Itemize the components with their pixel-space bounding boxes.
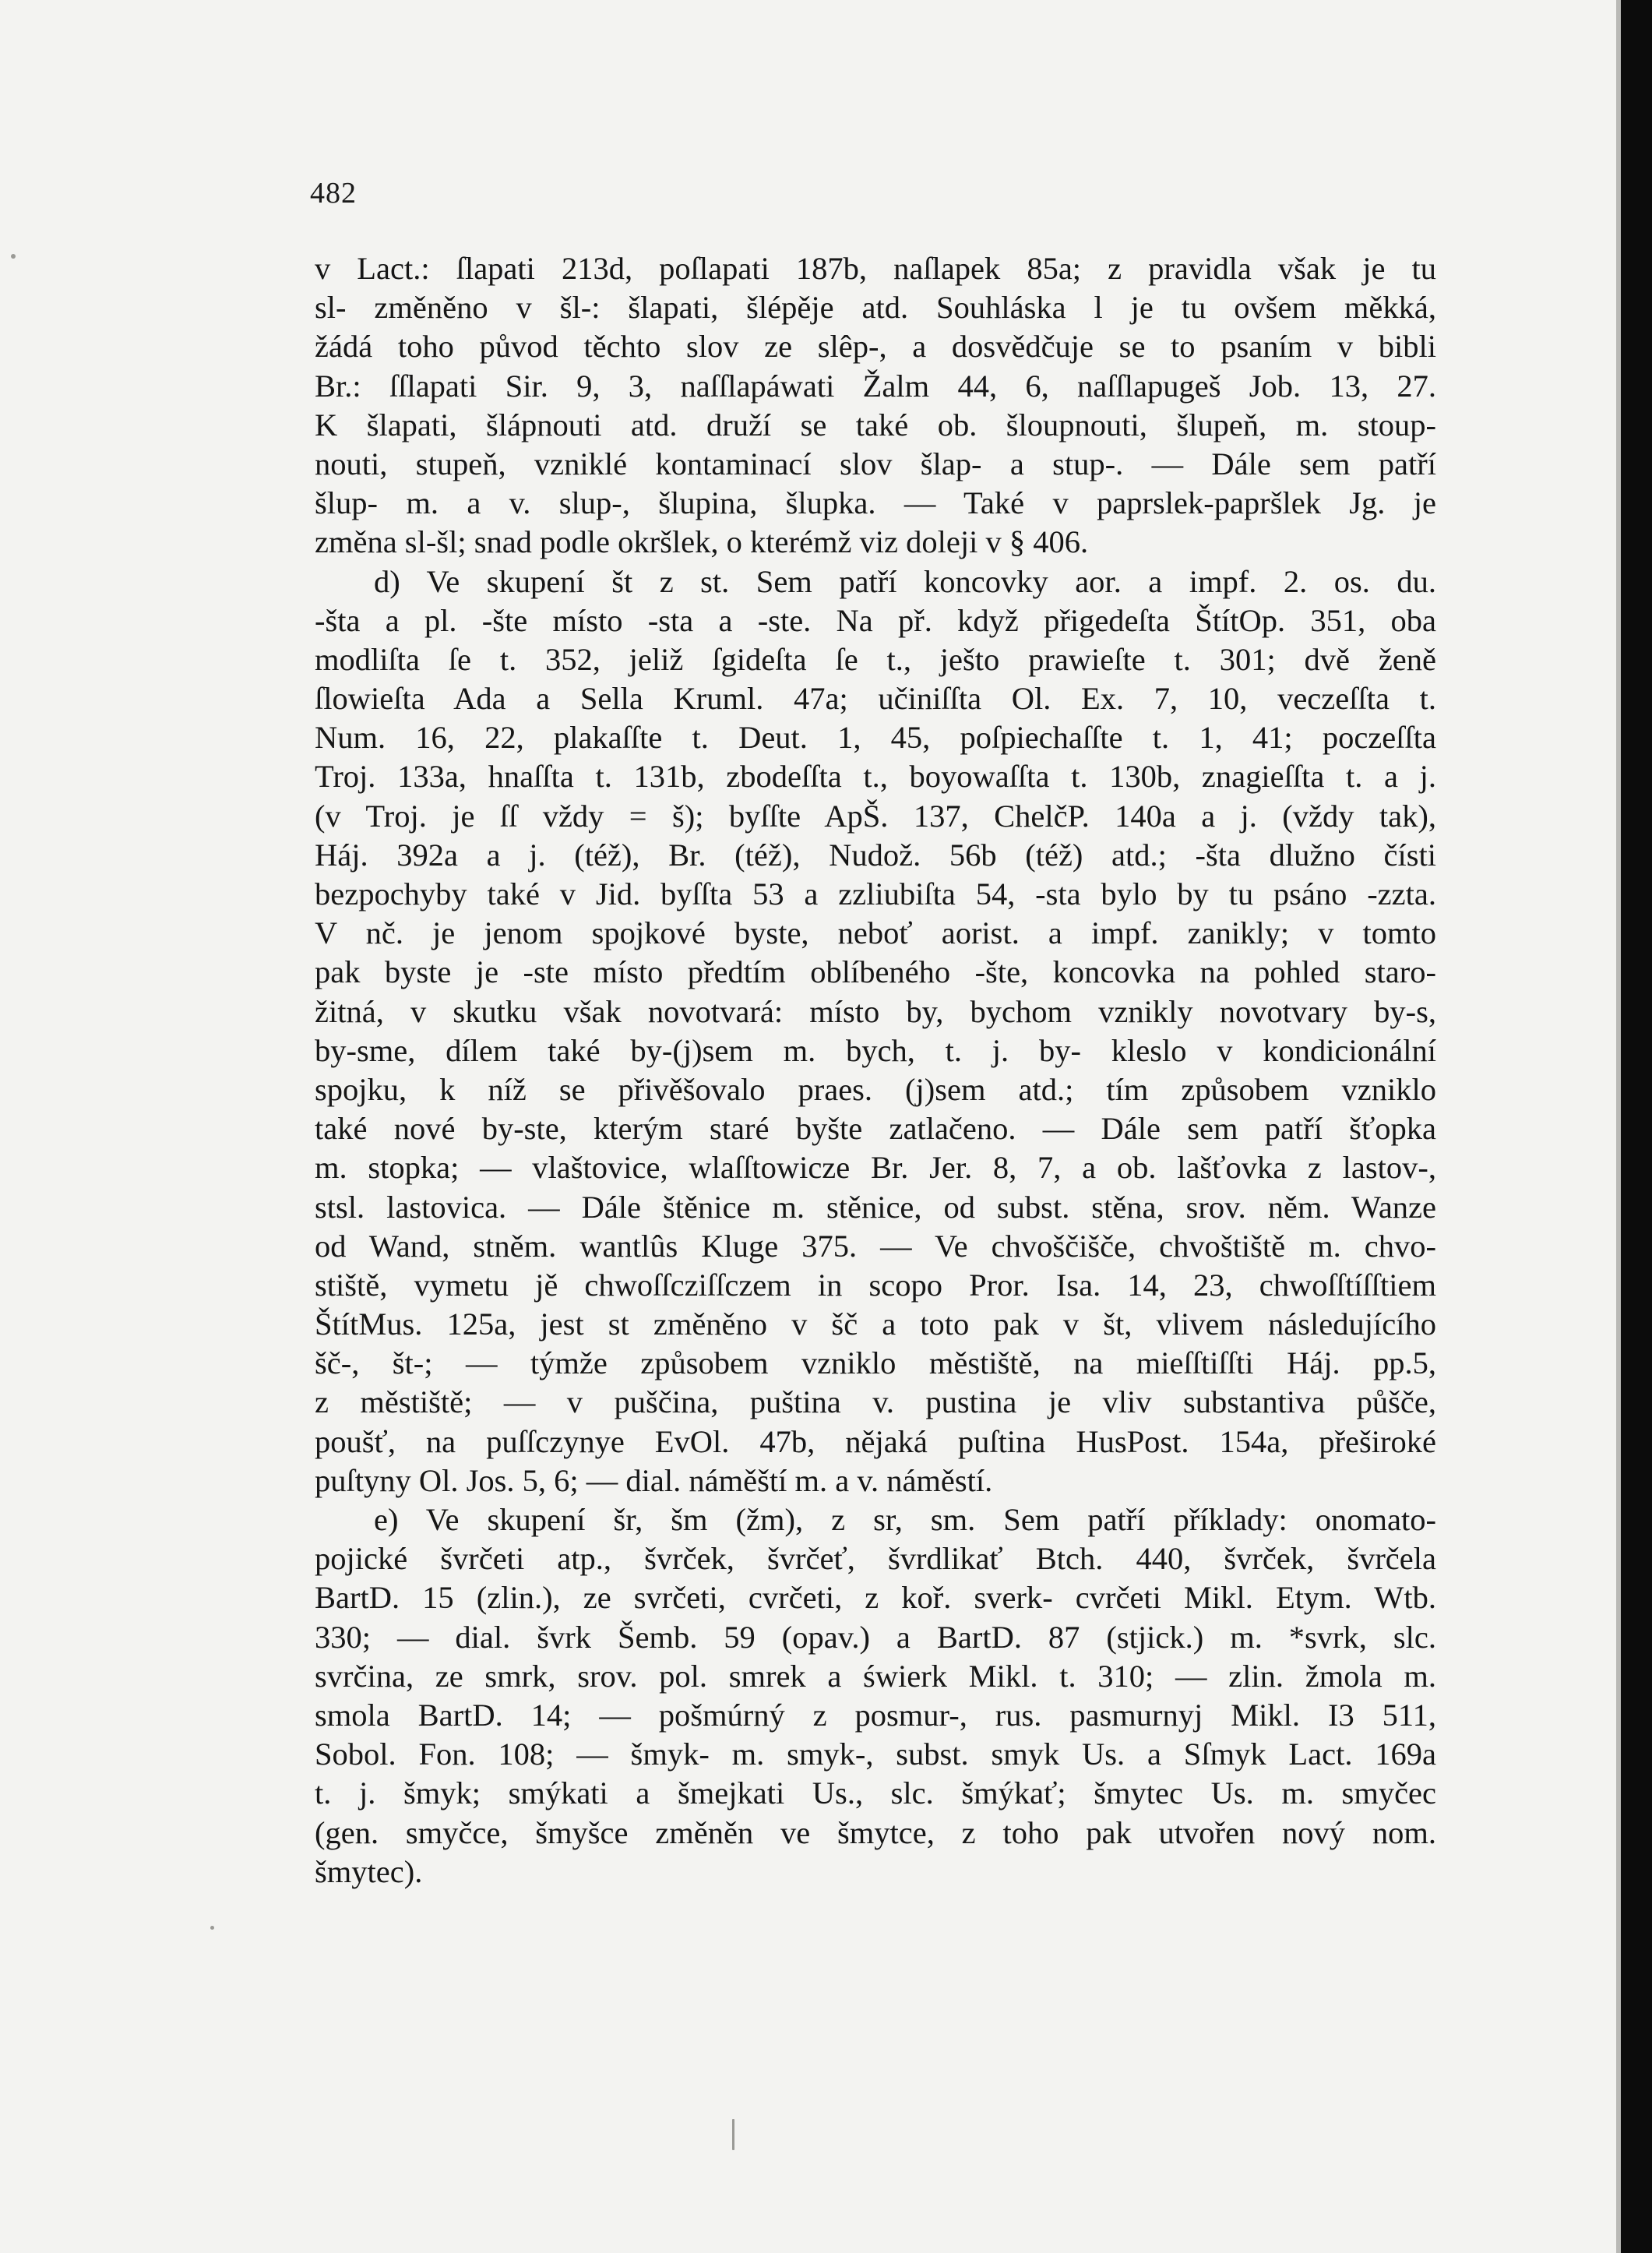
text-line: spojku, k níž se přivěšovalo praes. (j)sem atd.; tím způsobem vzniklo [315,1071,1436,1107]
text-line: t. j. šmyk; smýkati a šmejkati Us., slc. šmýkať; šmytec Us. m. smyčec [315,1775,1436,1811]
text-line: sl- změněno v šl-: šlapati, šlépěje atd. Souhláska l je tu ovšem měkká, [315,290,1436,326]
scan-mark [732,2119,734,2150]
text-line: V nč. je jenom spojkové byste, neboť aorist. a impf. zanikly; v tomto [315,915,1436,951]
text-line: Num. 16, 22, plakaſſte t. Deut. 1, 45, poſpiechaſſte t. 1, 41; poczeſſta [315,720,1436,756]
text-line: stsl. lastovica. — Dále štěnice m. stěnice, od subst. stěna, srov. něm. Wanze [315,1189,1436,1225]
text-line: pojické švrčeti atp., švrček, švrčeť, švrdlikať Btch. 440, švrček, švrčela [315,1541,1436,1577]
scan-speck [210,1926,214,1930]
body-text [315,249,1436,1892]
text-line: ŠtítMus. 125a, jest st změněno v šč a toto pak v št, vlivem následujícího [315,1306,1436,1342]
text-line: 330; — dial. švrk Šemb. 59 (opav.) a BartD. 87 (stjick.) m. *svrk, slc. [315,1619,1436,1655]
text-line: puſtyny Ol. Jos. 5, 6; — dial. náměští m. a v. náměstí. [315,1462,993,1498]
text-line: poušť, na puſſczynye EvOl. 47b, nějaká puſtina HusPost. 154a, přeširoké [315,1423,1436,1459]
text-line: v Lact.: ſlapati 213d, poſlapati 187b, naſlapek 85a; z pravidla však je tu [315,251,1436,286]
text-line: K šlapati, šlápnouti atd. druží se také ob. šloupnouti, šlupeň, m. stoup- [315,407,1436,442]
text-line: m. stopka; — vlaštovice, wlaſſtowicze Br. Jer. 8, 7, a ob. lašťovka z lastov-, [315,1150,1436,1186]
text-line: e) Ve skupení šr, šm (žm), z sr, sm. Sem patří příklady: onomato- [374,1502,1436,1537]
text-line: stiště, vymetu jě chwoſſcziſſczem in scopo Pror. Isa. 14, 23, chwoſſtíſſtiem [315,1267,1436,1303]
text-line: Háj. 392a a j. (též), Br. (též), Nudož. 56b (též) atd.; -šta dlužno čísti [315,837,1436,873]
text-line: Br.: ſſlapati Sir. 9, 3, naſſlapáwati Žalm 44, 6, naſſlapugeš Job. 13, 27. [315,368,1436,404]
text-line: smola BartD. 14; — pošmúrný z posmur-, rus. pasmurnyj Mikl. I3 511, [315,1697,1436,1733]
text-line: (v Troj. je ſſ vždy = š); byſſte ApŠ. 137, ChelčP. 140a a j. (vždy tak), [315,798,1436,834]
scan-speck [11,254,16,259]
text-line: svrčina, ze smrk, srov. pol. smrek a świerk Mikl. t. 310; — zlin. žmola m. [315,1658,1436,1694]
text-line: šlup- m. a v. slup-, šlupina, šlupka. — Také v paprslek-papršlek Jg. je [315,485,1436,521]
text-line: by-sme, dílem také by-(j)sem m. bych, t. j. by- kleslo v kondicionální [315,1032,1436,1068]
text-line: ſlowieſta Ada a Sella Kruml. 47a; učiniſſta Ol. Ex. 7, 10, veczeſſta t. [315,681,1436,717]
text-line: z městiště; — v puščina, puština v. pustina je vliv substantiva půšče, [315,1384,1436,1420]
text-line: pak byste je -ste místo předtím oblíbeného -šte, koncovka na pohled staro- [315,954,1436,990]
text-line: šč-, št-; — týmže způsobem vzniklo městiště, na mieſſtiſſti Háj. pp.5, [315,1345,1436,1381]
page-number: 482 [310,177,357,210]
text-line: nouti, stupeň, vzniklé kontaminací slov šlap- a stup-. — Dále sem patří [315,446,1436,481]
text-line: modliſta ſe t. 352, jeliž ſgideſta ſe t., ješto prawieſte t. 301; dvě ženě [315,641,1436,677]
text-line: Troj. 133a, hnaſſta t. 131b, zbodeſſta t., boyowaſſta t. 130b, znagieſſta t. a j. [315,759,1436,795]
text-line: změna sl-šl; snad podle okršlek, o kterémž viz doleji v § 406. [315,524,1089,560]
text-line: -šta a pl. -šte místo -sta a -ste. Na př. když přigedeſta ŠtítOp. 351, oba [315,602,1436,638]
text-line: (gen. smyčce, šmyšce změněn ve šmytce, z toho pak utvořen nový nom. [315,1814,1436,1850]
text-line: Sobol. Fon. 108; — šmyk- m. smyk-, subst. smyk Us. a Sſmyk Lact. 169a [315,1736,1436,1772]
text-line: BartD. 15 (zlin.), ze svrčeti, cvrčeti, z koř. sverk- cvrčeti Mikl. Etym. Wtb. [315,1580,1436,1616]
text-line: d) Ve skupení št z st. Sem patří koncovky aor. a impf. 2. os. du. [374,563,1436,599]
text-line: šmytec). [315,1853,423,1889]
text-line: žádá toho původ těchto slov ze slêp-, a dosvědčuje se to psaním v bibli [315,329,1436,365]
text-line: žitná, v skutku však novotvará: místo by, bychom vznikly novotvary by-s, [315,993,1436,1029]
text-line: také nové by-ste, kterým staré byšte zatlačeno. — Dále sem patří šťopka [315,1111,1436,1147]
text-line: bezpochyby také v Jid. byſſta 53 a zzliubiſta 54, -sta bylo by tu psáno -zzta. [315,876,1436,911]
scan-border [1621,0,1652,2253]
text-line: od Wand, stněm. wantlûs Kluge 375. — Ve chvoščišče, chvoštiště m. chvo- [315,1228,1436,1264]
